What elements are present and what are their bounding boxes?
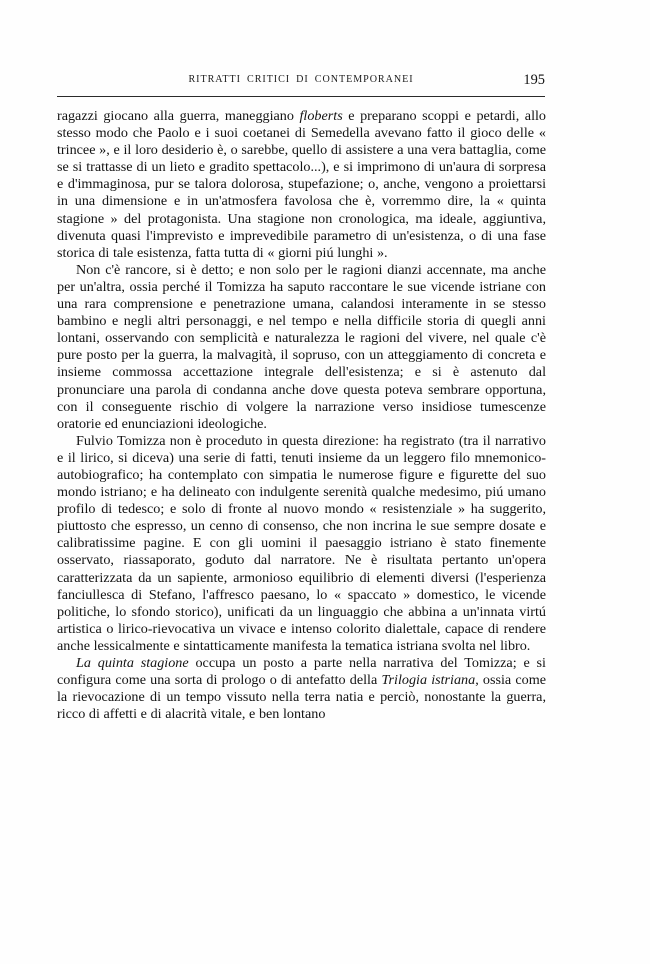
paragraph-1: ragazzi giocano alla guerra, maneggiano floberts e preparano scoppi e petardi, allo stesso modo che Paolo e i suoi coetanei di Semedella avevano fatto il gioco delle « trincee », e il loro desiderio è, o sarebbe, quello di assistere a una vera battaglia, come se si trattasse di un lieto e gradito spettacolo...), e si imprimono di un'aura di sorpresa e d'immaginosa, pur se talora dolorosa, stupefazione; o, anche, vengono a proiettarsi in una dimensione e in un'atmosfera favolosa che è, vorremmo dire, la « quinta stagione » del protagonista. Una stagione non cronologica, ma ideale, aggiuntiva, divenuta quasi l'imprevisto e imprevedibile parametro di un'esistenza, o di una fase storica di tale esistenza, fatta tutta di « giorni piú lunghi ». xyxy=(57,108,546,261)
body-text xyxy=(57,108,546,723)
running-head xyxy=(57,74,545,92)
paragraph-3: Fulvio Tomizza non è proceduto in questa direzione: ha registrato (tra il narrativo e il lirico, si diceva) una serie di fatti, tenuti insieme da un leggero filo mnemonico-autobiografico; ha contemplato con simpatia le numerose figure e figurette del suo mondo istriano; e ha delineato con indulgente serenità qualche medesimo, piú umano profilo di tedesco; e solo di fronte al nuovo mondo « resistenziale » ha suggerito, piuttosto che espresso, un cenno di consenso, che non incrina le sue sempre dosate e calibratissime pagine. E con gli uomini il paesaggio istriano è stato finemente osservato, riassaporato, goduto dal narratore. Ne è risultata pertanto un'opera caratterizzata da un sapiente, armonioso equilibrio di elementi diversi (l'esperienza fanciullesca di Stefano, l'affresco paesano, lo « spaccato » domestico, le vicende politiche, lo sfondo storico), unificati da un linguaggio che abbina a un'innata virtú artistica o lirico-rievocativa un vivace e intenso colorito dialettale, capace di rendere anche lessicalmente e sintatticamente manifesta la tematica istriana svolta nel libro. xyxy=(57,432,546,654)
page-number: 195 xyxy=(523,72,545,88)
running-head-title: RITRATTI CRITICI DI CONTEMPORANEI xyxy=(188,74,414,85)
paragraph-4: La quinta stagione occupa un posto a parte nella narrativa del Tomizza; e si configura come una sorta di prologo o di antefatto della Trilogia istriana, ossia come la rievocazione di un tempo vissuto nella terra natia e perciò, nonostante la guerra, ricco di affetti e di alacrità vitale, e ben lontano xyxy=(57,655,546,723)
header-rule xyxy=(57,96,545,97)
paragraph-2: Non c'è rancore, si è detto; e non solo per le ragioni dianzi accennate, ma anche per un'altra, ossia perché il Tomizza ha saputo raccontare le sue vicende istriane con una rara comprensione e penetrazione umana, calandosi interamente in se stesso bambino e negli altri personaggi, e nel tempo e nella difficile storia di quegli anni lontani, osservando con semplicità e naturalezza le ragioni del vivere, nel quale c'è pure posto per la guerra, la malvagità, il sopruso, con un atteggiamento di concreta e insieme commossa accettazione integrale dell'esistenza; e si è astenuto dal pronunciare una parola di condanna anche dove questa poteva sembrare opportuna, con il conseguente rischio di volgere la narrazione verso insidiose tumescenze oratorie ed enunciazioni ideologiche. xyxy=(57,261,546,432)
